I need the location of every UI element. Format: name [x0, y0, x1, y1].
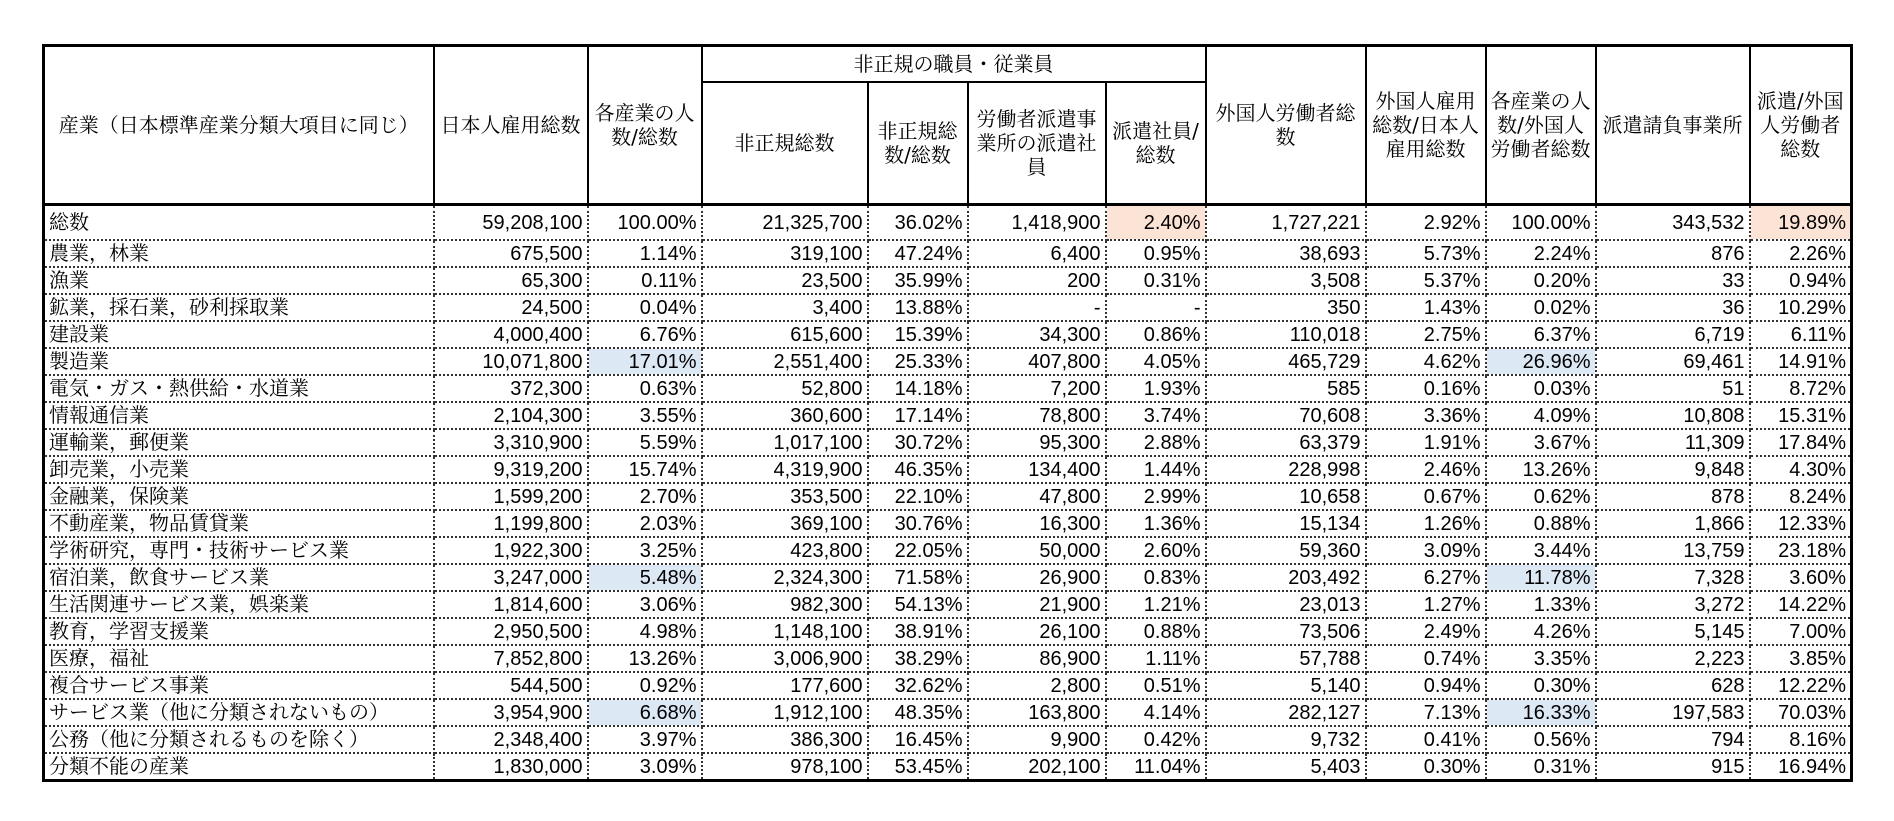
table-row	[44, 402, 1852, 429]
industry-name-cell: 総数	[44, 205, 434, 241]
header-dispatched: 労働者派遣事業所の派遣社員	[968, 82, 1106, 205]
table-row	[44, 429, 1852, 456]
value-cell: 1.91%	[1366, 429, 1486, 456]
value-cell: 53.45%	[868, 753, 968, 781]
value-cell: 0.42%	[1106, 726, 1206, 753]
value-cell: 3,400	[702, 294, 868, 321]
header-nonregular-ratio: 非正規総数/総数	[868, 82, 968, 205]
value-cell: 0.41%	[1366, 726, 1486, 753]
value-cell: 2,223	[1596, 645, 1750, 672]
value-cell: 0.86%	[1106, 321, 1206, 348]
value-cell: 0.88%	[1106, 618, 1206, 645]
value-cell: 12.22%	[1750, 672, 1852, 699]
table-row	[44, 510, 1852, 537]
value-cell: 23,500	[702, 267, 868, 294]
value-cell: 0.94%	[1366, 672, 1486, 699]
value-cell: 10,658	[1206, 483, 1366, 510]
value-cell: 0.63%	[588, 375, 702, 402]
industry-name-cell: 農業，林業	[44, 240, 434, 267]
value-cell: 544,500	[434, 672, 588, 699]
value-cell: 372,300	[434, 375, 588, 402]
value-cell: 2.46%	[1366, 456, 1486, 483]
value-cell: 5.73%	[1366, 240, 1486, 267]
value-cell: 1,866	[1596, 510, 1750, 537]
value-cell: 0.16%	[1366, 375, 1486, 402]
value-cell: 1,148,100	[702, 618, 868, 645]
value-cell: 6,719	[1596, 321, 1750, 348]
value-cell: 46.35%	[868, 456, 968, 483]
value-cell: 1.44%	[1106, 456, 1206, 483]
value-cell: 0.74%	[1366, 645, 1486, 672]
value-cell: 0.20%	[1486, 267, 1596, 294]
table-row	[44, 348, 1852, 375]
value-cell: 1,599,200	[434, 483, 588, 510]
value-cell: 423,800	[702, 537, 868, 564]
industry-name-cell: 情報通信業	[44, 402, 434, 429]
value-cell: 17.14%	[868, 402, 968, 429]
value-cell: 22.05%	[868, 537, 968, 564]
value-cell: 2,348,400	[434, 726, 588, 753]
value-cell: 3,247,000	[434, 564, 588, 591]
table-row	[44, 267, 1852, 294]
value-cell: 4.05%	[1106, 348, 1206, 375]
value-cell: 95,300	[968, 429, 1106, 456]
value-cell: 200	[968, 267, 1106, 294]
value-cell: 6.68%	[588, 699, 702, 726]
value-cell: 48.35%	[868, 699, 968, 726]
value-cell: 4.26%	[1486, 618, 1596, 645]
industry-name-cell: 建設業	[44, 321, 434, 348]
industry-name-cell: 複合サービス事業	[44, 672, 434, 699]
value-cell: 38,693	[1206, 240, 1366, 267]
value-cell: 228,998	[1206, 456, 1366, 483]
value-cell: 1.27%	[1366, 591, 1486, 618]
value-cell: 21,325,700	[702, 205, 868, 241]
value-cell: 16.45%	[868, 726, 968, 753]
table-row	[44, 375, 1852, 402]
table-row	[44, 483, 1852, 510]
value-cell: 369,100	[702, 510, 868, 537]
value-cell: 26,100	[968, 618, 1106, 645]
industry-name-cell: 学術研究，専門・技術サービス業	[44, 537, 434, 564]
value-cell: 10,071,800	[434, 348, 588, 375]
value-cell: 465,729	[1206, 348, 1366, 375]
value-cell: 5,145	[1596, 618, 1750, 645]
value-cell: 386,300	[702, 726, 868, 753]
industry-name-cell: 公務（他に分類されるものを除く）	[44, 726, 434, 753]
value-cell: 38.29%	[868, 645, 968, 672]
table-row	[44, 726, 1852, 753]
value-cell: 1,727,221	[1206, 205, 1366, 241]
value-cell: 2.88%	[1106, 429, 1206, 456]
value-cell: 9,900	[968, 726, 1106, 753]
header-share-total: 各産業の人数/総数	[588, 46, 702, 205]
value-cell: 628	[1596, 672, 1750, 699]
employment-table-container	[42, 44, 1853, 782]
value-cell: 2.03%	[588, 510, 702, 537]
value-cell: 3.25%	[588, 537, 702, 564]
value-cell: 5,140	[1206, 672, 1366, 699]
value-cell: 4.14%	[1106, 699, 1206, 726]
value-cell: 100.00%	[1486, 205, 1596, 241]
value-cell: 177,600	[702, 672, 868, 699]
value-cell: 17.01%	[588, 348, 702, 375]
value-cell: 0.30%	[1486, 672, 1596, 699]
value-cell: 9,319,200	[434, 456, 588, 483]
table-row	[44, 699, 1852, 726]
value-cell: 0.62%	[1486, 483, 1596, 510]
value-cell: 16,300	[968, 510, 1106, 537]
value-cell: 794	[1596, 726, 1750, 753]
value-cell: 86,900	[968, 645, 1106, 672]
value-cell: 3.09%	[588, 753, 702, 781]
value-cell: 3.09%	[1366, 537, 1486, 564]
value-cell: 2,324,300	[702, 564, 868, 591]
value-cell: 59,360	[1206, 537, 1366, 564]
value-cell: 7.00%	[1750, 618, 1852, 645]
value-cell: 4.30%	[1750, 456, 1852, 483]
header-dispatched-ratio: 派遣社員/総数	[1106, 82, 1206, 205]
value-cell: 26.96%	[1486, 348, 1596, 375]
value-cell: 25.33%	[868, 348, 968, 375]
value-cell: 17.84%	[1750, 429, 1852, 456]
value-cell: 11.78%	[1486, 564, 1596, 591]
value-cell: 585	[1206, 375, 1366, 402]
value-cell: 36	[1596, 294, 1750, 321]
value-cell: 12.33%	[1750, 510, 1852, 537]
value-cell: 6.11%	[1750, 321, 1852, 348]
industry-name-cell: 不動産業，物品賃貸業	[44, 510, 434, 537]
value-cell: 7,328	[1596, 564, 1750, 591]
value-cell: 3,508	[1206, 267, 1366, 294]
value-cell: 3,310,900	[434, 429, 588, 456]
value-cell: 50,000	[968, 537, 1106, 564]
value-cell: 10.29%	[1750, 294, 1852, 321]
industry-name-cell: 漁業	[44, 267, 434, 294]
table-row	[44, 753, 1852, 781]
value-cell: 19.89%	[1750, 205, 1852, 241]
value-cell: 11.04%	[1106, 753, 1206, 781]
value-cell: 14.22%	[1750, 591, 1852, 618]
industry-name-cell: 分類不能の産業	[44, 753, 434, 781]
value-cell: 23.18%	[1750, 537, 1852, 564]
industry-name-cell: 生活関連サービス業，娯楽業	[44, 591, 434, 618]
value-cell: 978,100	[702, 753, 868, 781]
value-cell: 1,814,600	[434, 591, 588, 618]
value-cell: 2,950,500	[434, 618, 588, 645]
header-dispatch-offices: 派遣請負事業所	[1596, 46, 1750, 205]
table-row	[44, 321, 1852, 348]
value-cell: 1.43%	[1366, 294, 1486, 321]
value-cell: 15.31%	[1750, 402, 1852, 429]
value-cell: 59,208,100	[434, 205, 588, 241]
value-cell: 4.98%	[588, 618, 702, 645]
value-cell: 4.62%	[1366, 348, 1486, 375]
value-cell: 6.27%	[1366, 564, 1486, 591]
value-cell: 24,500	[434, 294, 588, 321]
header-dispatch-foreign-ratio: 派遣/外国人労働者総数	[1750, 46, 1852, 205]
value-cell: 52,800	[702, 375, 868, 402]
value-cell: 71.58%	[868, 564, 968, 591]
value-cell: 57,788	[1206, 645, 1366, 672]
value-cell: 3.67%	[1486, 429, 1596, 456]
value-cell: 350	[1206, 294, 1366, 321]
value-cell: 202,100	[968, 753, 1106, 781]
value-cell: 35.99%	[868, 267, 968, 294]
value-cell: 615,600	[702, 321, 868, 348]
value-cell: 0.04%	[588, 294, 702, 321]
value-cell: 343,532	[1596, 205, 1750, 241]
value-cell: 0.30%	[1366, 753, 1486, 781]
value-cell: 2,551,400	[702, 348, 868, 375]
value-cell: 15,134	[1206, 510, 1366, 537]
value-cell: 3.35%	[1486, 645, 1596, 672]
header-nonregular-group: 非正規の職員・従業員	[702, 46, 1206, 83]
value-cell: 3.74%	[1106, 402, 1206, 429]
industry-name-cell: 鉱業，採石業，砂利採取業	[44, 294, 434, 321]
value-cell: 7,200	[968, 375, 1106, 402]
value-cell: 5.37%	[1366, 267, 1486, 294]
value-cell: 0.31%	[1486, 753, 1596, 781]
value-cell: 1.11%	[1106, 645, 1206, 672]
industry-name-cell: 電気・ガス・熱供給・水道業	[44, 375, 434, 402]
value-cell: 33	[1596, 267, 1750, 294]
value-cell: 1,418,900	[968, 205, 1106, 241]
value-cell: 15.39%	[868, 321, 968, 348]
value-cell: 1.21%	[1106, 591, 1206, 618]
value-cell: 8.72%	[1750, 375, 1852, 402]
value-cell: 1.26%	[1366, 510, 1486, 537]
value-cell: 21,900	[968, 591, 1106, 618]
table-row	[44, 618, 1852, 645]
value-cell: 675,500	[434, 240, 588, 267]
value-cell: 876	[1596, 240, 1750, 267]
value-cell: 8.16%	[1750, 726, 1852, 753]
value-cell: 0.11%	[588, 267, 702, 294]
value-cell: 982,300	[702, 591, 868, 618]
table-row	[44, 240, 1852, 267]
industry-name-cell: 運輸業，郵便業	[44, 429, 434, 456]
value-cell: 203,492	[1206, 564, 1366, 591]
header-foreign-workers: 外国人労働者総数	[1206, 46, 1366, 205]
value-cell: 2.49%	[1366, 618, 1486, 645]
industry-name-cell: 製造業	[44, 348, 434, 375]
value-cell: 2.24%	[1486, 240, 1596, 267]
value-cell: 15.74%	[588, 456, 702, 483]
value-cell: 4.09%	[1486, 402, 1596, 429]
value-cell: 73,506	[1206, 618, 1366, 645]
value-cell: 2.99%	[1106, 483, 1206, 510]
value-cell: 51	[1596, 375, 1750, 402]
value-cell: 36.02%	[868, 205, 968, 241]
value-cell: 2,104,300	[434, 402, 588, 429]
value-cell: 0.02%	[1486, 294, 1596, 321]
value-cell: 3.55%	[588, 402, 702, 429]
value-cell: 878	[1596, 483, 1750, 510]
value-cell: 0.83%	[1106, 564, 1206, 591]
value-cell: 3,954,900	[434, 699, 588, 726]
value-cell: 1.93%	[1106, 375, 1206, 402]
value-cell: 0.03%	[1486, 375, 1596, 402]
value-cell: 3.06%	[588, 591, 702, 618]
value-cell: 0.95%	[1106, 240, 1206, 267]
table-row	[44, 645, 1852, 672]
industry-name-cell: 宿泊業，飲食サービス業	[44, 564, 434, 591]
value-cell: 70.03%	[1750, 699, 1852, 726]
header-foreign-jp-ratio: 外国人雇用総数/日本人雇用総数	[1366, 46, 1486, 205]
value-cell: 7.13%	[1366, 699, 1486, 726]
value-cell: 360,600	[702, 402, 868, 429]
value-cell: 5.48%	[588, 564, 702, 591]
table-row	[44, 456, 1852, 483]
value-cell: 100.00%	[588, 205, 702, 241]
value-cell: 14.18%	[868, 375, 968, 402]
value-cell: 1,017,100	[702, 429, 868, 456]
value-cell: -	[968, 294, 1106, 321]
value-cell: 9,848	[1596, 456, 1750, 483]
value-cell: 0.51%	[1106, 672, 1206, 699]
value-cell: 34,300	[968, 321, 1106, 348]
value-cell: 38.91%	[868, 618, 968, 645]
value-cell: 13,759	[1596, 537, 1750, 564]
value-cell: 2,800	[968, 672, 1106, 699]
value-cell: 8.24%	[1750, 483, 1852, 510]
value-cell: 1.33%	[1486, 591, 1596, 618]
value-cell: 0.31%	[1106, 267, 1206, 294]
value-cell: 4,319,900	[702, 456, 868, 483]
value-cell: 4,000,400	[434, 321, 588, 348]
industry-name-cell: 教育，学習支援業	[44, 618, 434, 645]
table-row	[44, 564, 1852, 591]
value-cell: 2.92%	[1366, 205, 1486, 241]
value-cell: 3,006,900	[702, 645, 868, 672]
value-cell: 69,461	[1596, 348, 1750, 375]
value-cell: 30.76%	[868, 510, 968, 537]
table-row	[44, 294, 1852, 321]
value-cell: 110,018	[1206, 321, 1366, 348]
value-cell: -	[1106, 294, 1206, 321]
value-cell: 9,732	[1206, 726, 1366, 753]
value-cell: 13.26%	[1486, 456, 1596, 483]
header-jp-employees: 日本人雇用総数	[434, 46, 588, 205]
employment-by-industry-table	[42, 44, 1853, 782]
value-cell: 0.67%	[1366, 483, 1486, 510]
value-cell: 70,608	[1206, 402, 1366, 429]
value-cell: 1,922,300	[434, 537, 588, 564]
value-cell: 47,800	[968, 483, 1106, 510]
value-cell: 6,400	[968, 240, 1106, 267]
value-cell: 407,800	[968, 348, 1106, 375]
value-cell: 26,900	[968, 564, 1106, 591]
value-cell: 319,100	[702, 240, 868, 267]
value-cell: 1,912,100	[702, 699, 868, 726]
value-cell: 915	[1596, 753, 1750, 781]
value-cell: 0.88%	[1486, 510, 1596, 537]
value-cell: 6.76%	[588, 321, 702, 348]
value-cell: 11,309	[1596, 429, 1750, 456]
value-cell: 282,127	[1206, 699, 1366, 726]
table-row	[44, 537, 1852, 564]
value-cell: 163,800	[968, 699, 1106, 726]
value-cell: 3.85%	[1750, 645, 1852, 672]
value-cell: 65,300	[434, 267, 588, 294]
value-cell: 54.13%	[868, 591, 968, 618]
value-cell: 3.44%	[1486, 537, 1596, 564]
value-cell: 78,800	[968, 402, 1106, 429]
industry-name-cell: 医療，福祉	[44, 645, 434, 672]
value-cell: 2.40%	[1106, 205, 1206, 241]
value-cell: 14.91%	[1750, 348, 1852, 375]
value-cell: 1.14%	[588, 240, 702, 267]
value-cell: 16.94%	[1750, 753, 1852, 781]
value-cell: 1,199,800	[434, 510, 588, 537]
value-cell: 3.60%	[1750, 564, 1852, 591]
value-cell: 0.92%	[588, 672, 702, 699]
value-cell: 1.36%	[1106, 510, 1206, 537]
value-cell: 2.75%	[1366, 321, 1486, 348]
header-share-foreign: 各産業の人数/外国人労働者総数	[1486, 46, 1596, 205]
table-row	[44, 205, 1852, 241]
value-cell: 63,379	[1206, 429, 1366, 456]
industry-name-cell: 金融業，保険業	[44, 483, 434, 510]
industry-name-cell: 卸売業，小売業	[44, 456, 434, 483]
industry-name-cell: サービス業（他に分類されないもの）	[44, 699, 434, 726]
value-cell: 353,500	[702, 483, 868, 510]
value-cell: 13.26%	[588, 645, 702, 672]
value-cell: 16.33%	[1486, 699, 1596, 726]
value-cell: 6.37%	[1486, 321, 1596, 348]
value-cell: 5,403	[1206, 753, 1366, 781]
value-cell: 197,583	[1596, 699, 1750, 726]
value-cell: 2.70%	[588, 483, 702, 510]
value-cell: 134,400	[968, 456, 1106, 483]
value-cell: 32.62%	[868, 672, 968, 699]
value-cell: 22.10%	[868, 483, 968, 510]
value-cell: 2.26%	[1750, 240, 1852, 267]
value-cell: 2.60%	[1106, 537, 1206, 564]
value-cell: 3.97%	[588, 726, 702, 753]
header-nonregular-total: 非正規総数	[702, 82, 868, 205]
value-cell: 3.36%	[1366, 402, 1486, 429]
header-industry: 産業（日本標準産業分類大項目に同じ）	[44, 46, 434, 205]
value-cell: 30.72%	[868, 429, 968, 456]
table-row	[44, 672, 1852, 699]
value-cell: 47.24%	[868, 240, 968, 267]
value-cell: 23,013	[1206, 591, 1366, 618]
value-cell: 10,808	[1596, 402, 1750, 429]
value-cell: 1,830,000	[434, 753, 588, 781]
value-cell: 0.94%	[1750, 267, 1852, 294]
value-cell: 7,852,800	[434, 645, 588, 672]
value-cell: 3,272	[1596, 591, 1750, 618]
table-row	[44, 591, 1852, 618]
value-cell: 0.56%	[1486, 726, 1596, 753]
table-body	[44, 205, 1852, 781]
value-cell: 13.88%	[868, 294, 968, 321]
value-cell: 5.59%	[588, 429, 702, 456]
